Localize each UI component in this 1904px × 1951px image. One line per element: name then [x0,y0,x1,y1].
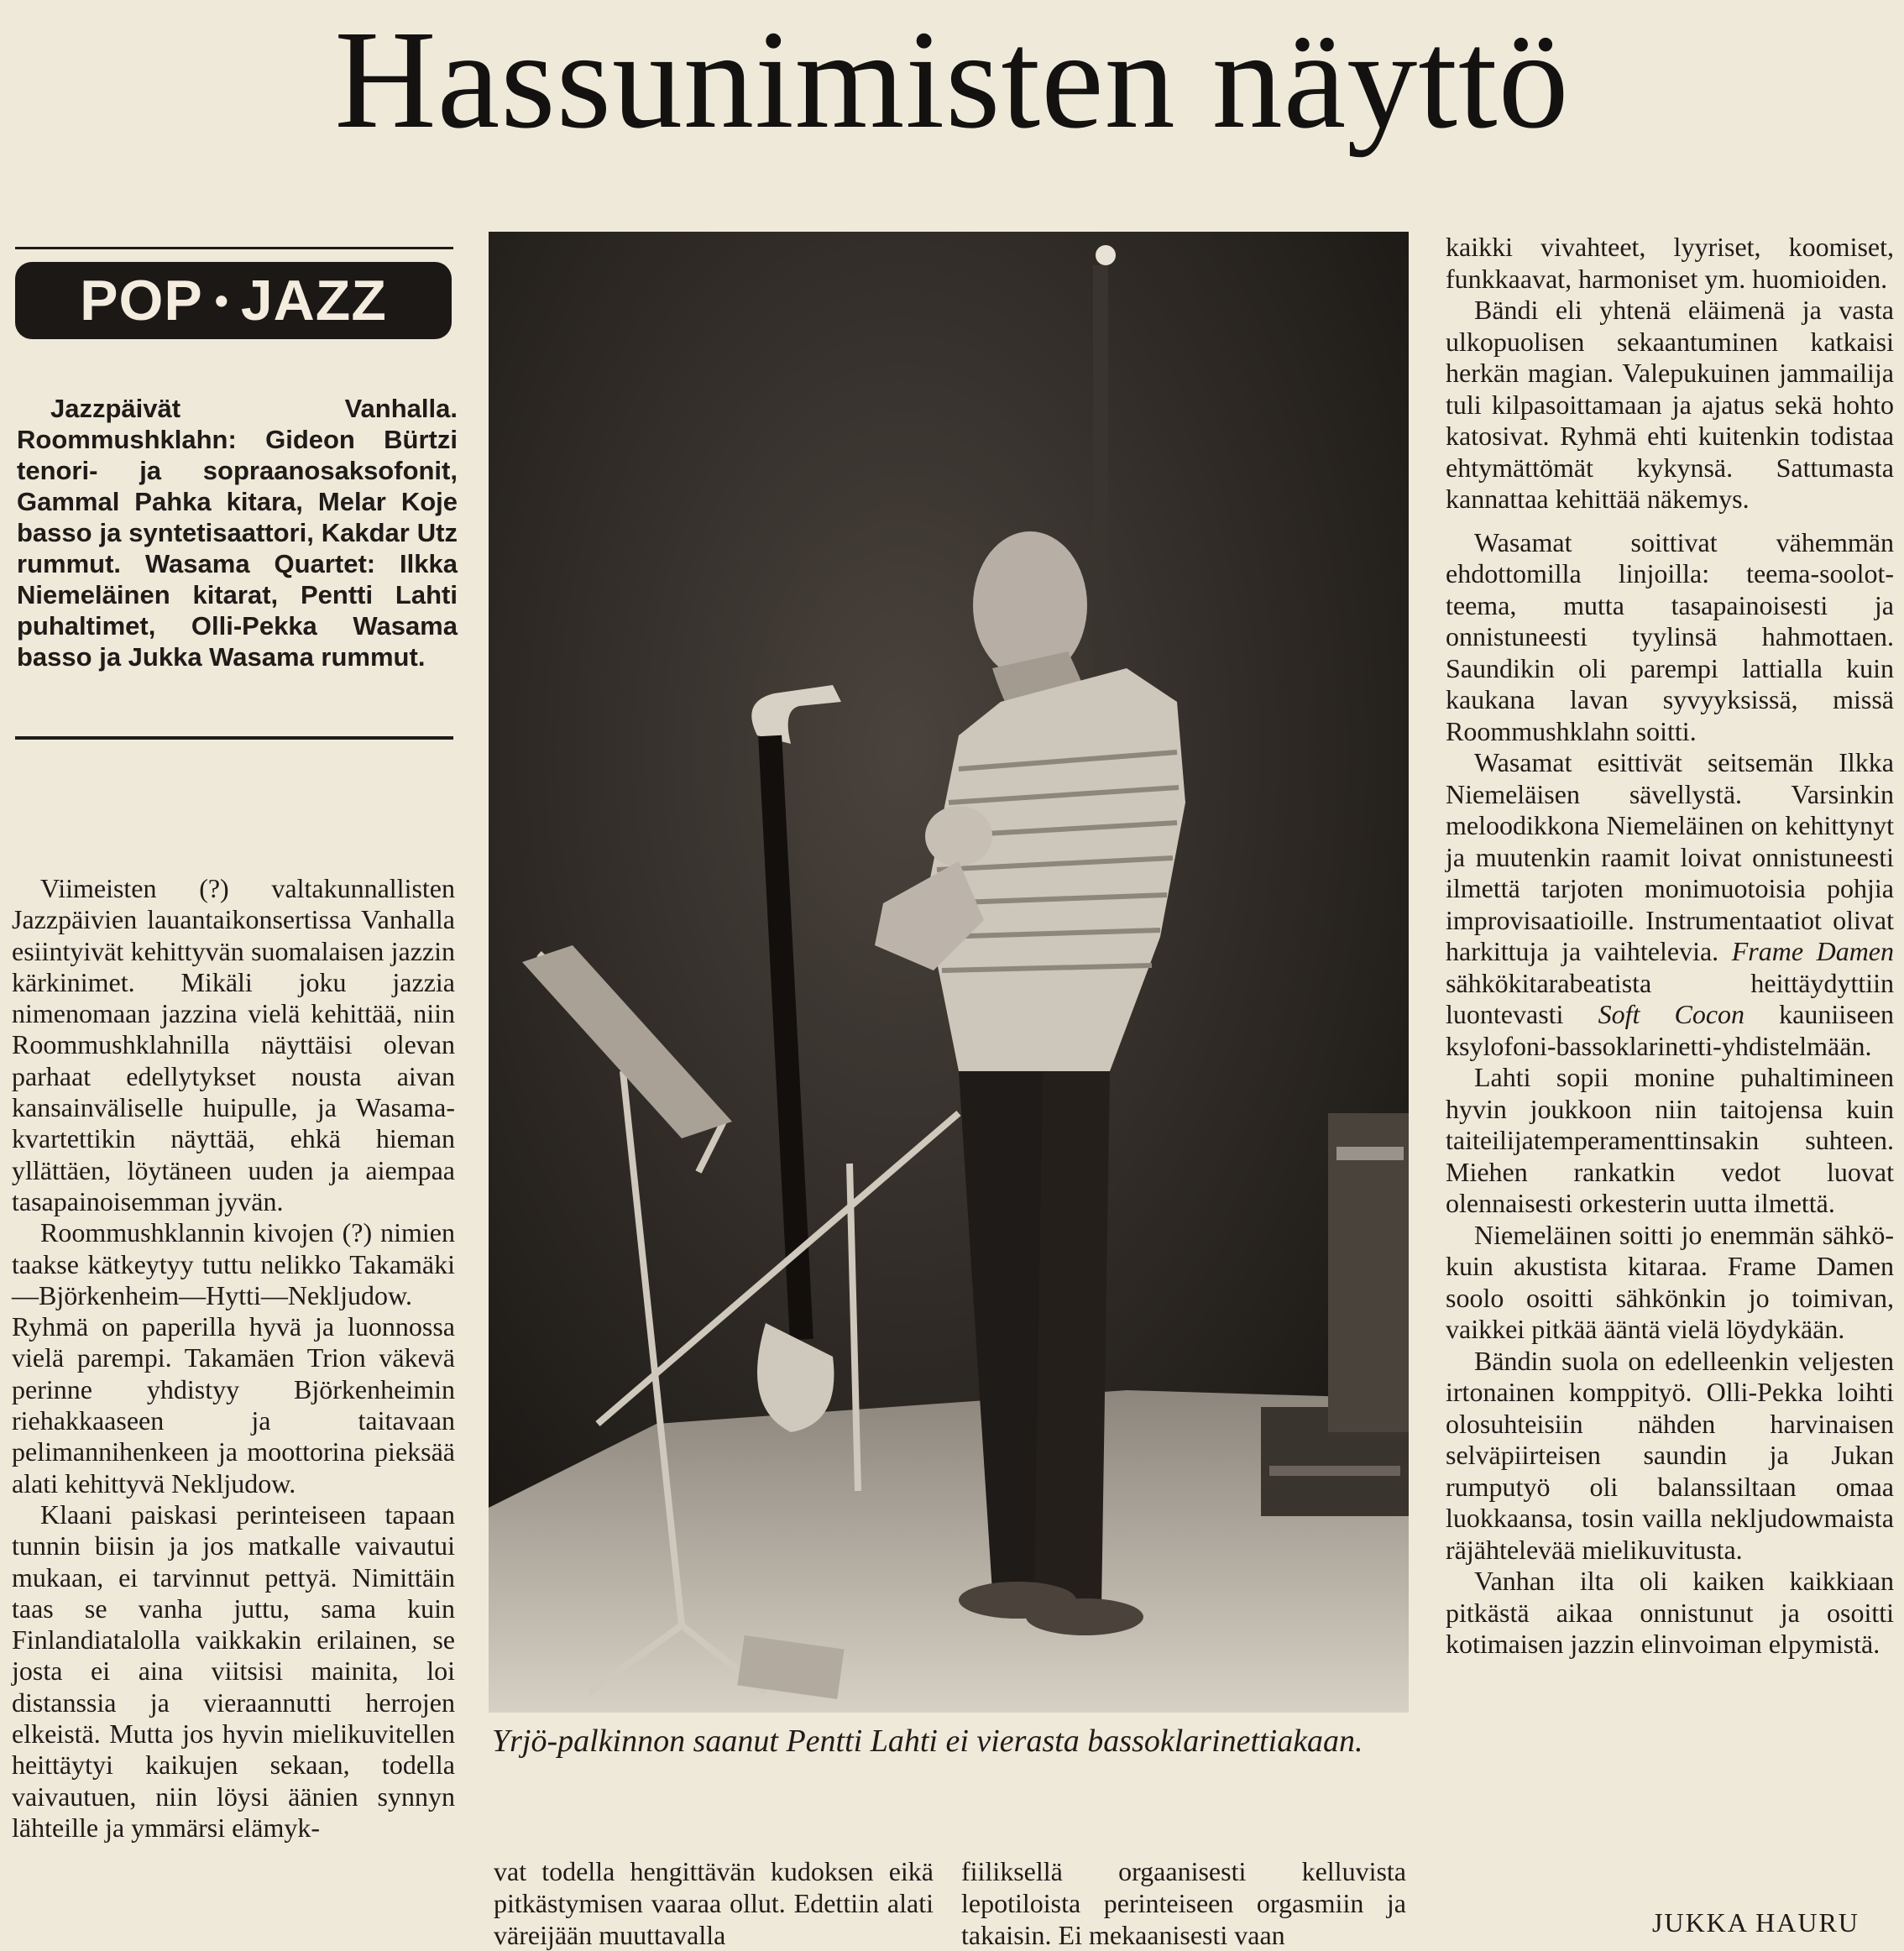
column-2-bottom [494,1855,934,1951]
badge-label-pop: POP [80,269,203,332]
credits-bottom-rule [15,736,453,740]
paragraph-text: kauniiseen ksylofoni-bassoklarinetti-yhdistelmään. [1446,999,1895,1061]
song-title: Soft Cocon [1598,999,1745,1029]
section-badge [15,262,452,339]
column-1 [12,873,455,1844]
top-rule [15,247,453,249]
badge-label-jazz: JAZZ [240,269,387,332]
headline: Hassunimisten näyttö [334,2,1570,158]
column-4 [1446,232,1894,1661]
credits-box: Jazzpäivät Vanhalla. Roommushklahn: Gideon Bürtzi tenori- ja sopraanosaksofonit, Gammal Pahka kitara, Melar Koje basso ja syntetisaattori, Kakdar Utz rummut. Wasama Quartet: Ilkka Niemeläinen kitarat, Pentti Lahti puhaltimet, Olli-Pekka Wasama basso ja Jukka Wasama rummut. [17,394,458,672]
column-1-paragraph: Roommushklannin kivojen (?) nimien taakse kätkeytyy tuttu nelikko Takamäki—Björkenheim—Hytti—Nekljudow. Ryhmä on paperilla hyvä ja luonnossa vielä parempi. Takamäen Trion väkevä perinne yhdistyy Björkenheimin riehakkaaseen ja taitavaan pelimannihenkeen ja moottorina pieksää alati kehittyvä Nekljudow. [12,1217,455,1499]
paragraph-text: sähkökitarabeatista heittäydyttiin luontevasti [1446,967,1894,1029]
column-1-paragraph: Viimeisten (?) valtakunnallisten Jazzpäivien lauantaikonsertissa Vanhalla esiintyivät kehittyvän suomalaisen jazzin kärkinimet. Mikäli joku jazzia nimenomaan jazzina vielä kehittää, niin Roommushklahnilla näyttäisi olevan parhaat edellytykset nousta aivan kansainväliselle huipulle, ja Wasama-kvartettikin näyttää, ehkä hieman yllättäen, löytäneen uuden ja aiempaa tasapainoisemman jyvän. [12,873,455,1216]
song-title: Frame Damen [1731,936,1895,966]
column-4-paragraph: Niemeläinen soitti jo enemmän sähkö- kuin akustista kitaraa. Frame Damen soolo osoitti sähkönkin jo toimivan, vaikkei pitkää ääntä vielä löydykään. [1446,1219,1894,1344]
saxophonist-illustration [489,232,1409,1713]
paragraph-text: Wasamat esittivät seitsemän Ilkka Niemeläisen sävellystä. Varsinkin meloodikkona Niemeläinen on kehittynyt ja muutenkin raamit loivat onnistuneesti ilmettä tarjoten monimuotoisia pohjia improvisaatioille. Instrumentaatiot olivat harkittuja ja vaihtelevia. [1446,747,1894,966]
column-4-paragraph: Bändin suola on edelleenkin veljesten irtonainen komppityö. Olli-Pekka loihti olosuhteisiin nähden harvinaisen selväpiirteisen saundin ja Jukan rumputyö oli balanssiltaan omaa luokkaansa, tosin vailla nekljudowmaista räjähtelevää mielikuvitusta. [1446,1345,1894,1565]
column-4-paragraph: Wasamat soittivat vähemmän ehdottomilla linjoilla: teema-soolot-teema, mutta tasapainoisesti ja onnistuneesti tyylinsä hahmottaen. Saundikin oli parempi lattialla kuin kaukana lavan syvyyksissä, missä Roommushklahn soitti. [1446,526,1894,746]
column-3-bottom [961,1855,1406,1951]
column-4-paragraph: Bändi eli yhtenä eläimenä ja vasta ulkopuolisen sekaantuminen katkaisi herkän magian. Valepukuinen jammailija tuli kilpasoittamaan ja ajatus sekä hohto katosivat. Ryhmä ehti kuitenkin todistaa ehtymättömät kykynsä. Sattumasta kannattaa kehittää näkemys. [1446,295,1894,514]
column-4-paragraph: Vanhan ilta oli kaiken kaikkiaan pitkästä aikaa onnistunut ja osoitti kotimaisen jazzin elinvoiman elpymistä. [1446,1566,1894,1659]
column-1-paragraph: Klaani paiskasi perinteiseen tapaan tunnin biisin ja jos matkalle vaivautui mukaan, ei tarvinnut pettyä. Nimittäin taas se vanha juttu, sama kuin Finlandiatalolla vaikkakin erilainen, se josta ei aina viitsisi mainita, loi distanssia ja vieraannutti herrojen elkeistä. Mutta jos hyvin mielikuvitellen heittäytyi kaikujen sekaan, todella vaivautuen, niin löysi äänien synnyn lähteille ja ymmärsi elämyk- [12,1499,455,1843]
column-3-text: fiiliksellä orgaanisesti kelluvista lepotiloista perinteiseen orgasmiin ja takaisin. Ei mekaanisesti vaan [961,1856,1406,1950]
column-4-paragraph [1446,747,1894,1062]
column-2-text: vat todella hengittävän kudoksen eikä pitkästymisen vaaraa ollut. Edettiin alati väreijään muuttavalla [494,1856,934,1950]
author-byline: JUKKA HAURU [1652,1907,1860,1938]
badge-separator: • [214,279,229,322]
column-4-paragraph: kaikki vivahteet, lyyriset, koomiset, funkkaavat, harmoniset ym. huomioiden. [1446,232,1894,294]
column-4-paragraph: Lahti sopii monine puhaltimineen hyvin joukkoon niin taitojensa kuin taiteilijatemperamenttinsakin suhteen. Miehen rankatkin vedot luovat olennaisesti orkesterin uutta ilmettä. [1446,1062,1894,1218]
concert-photo [489,232,1409,1713]
photo-caption: Yrjö-palkinnon saanut Pentti Lahti ei vierasta bassoklarinettiakaan. [492,1723,1363,1759]
